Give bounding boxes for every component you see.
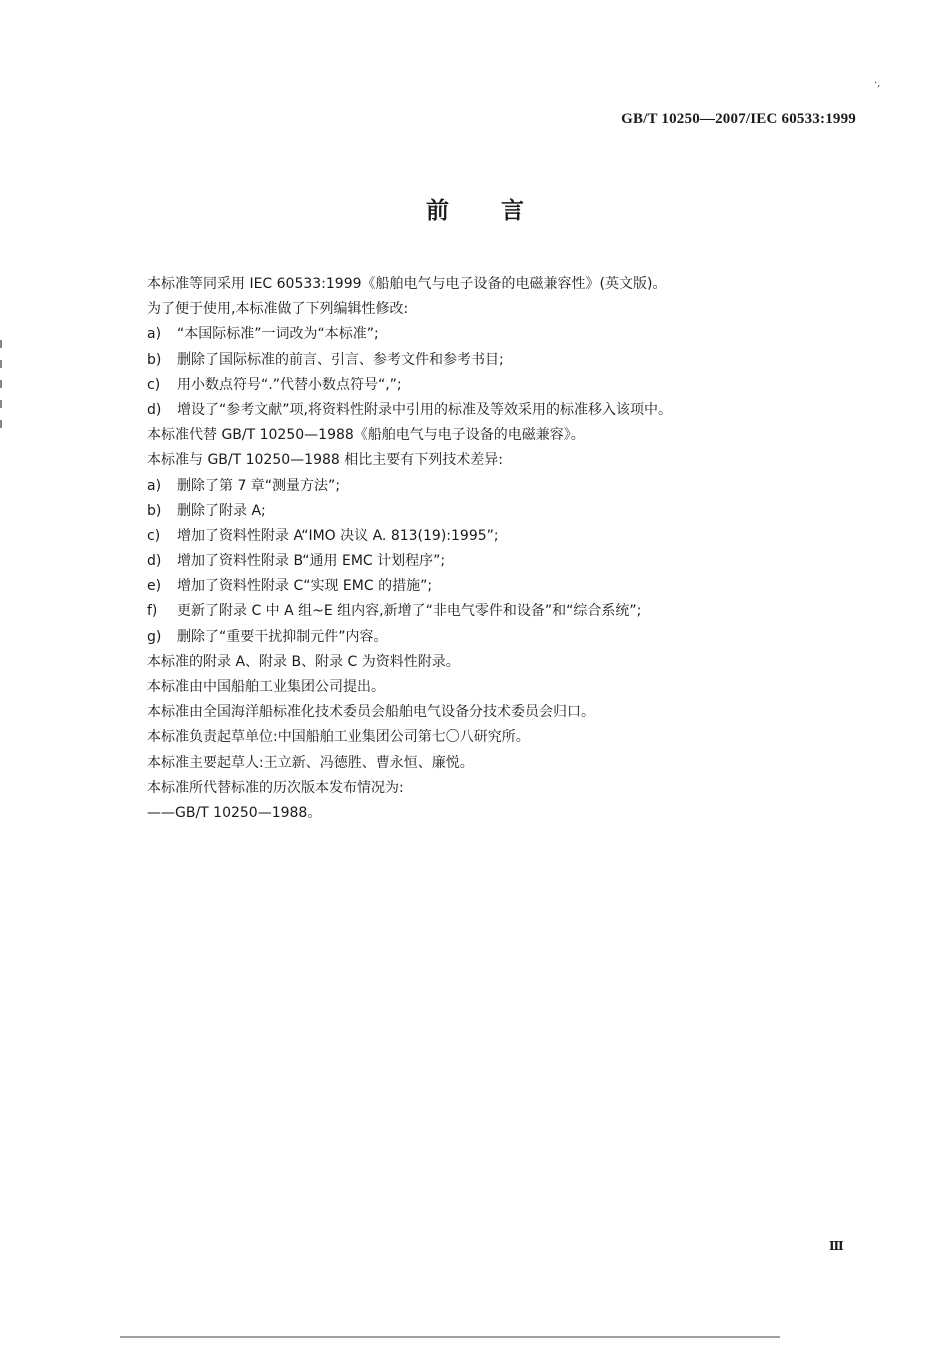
list-item xyxy=(147,499,867,524)
list-item-label: b) xyxy=(147,351,162,368)
list-item-label: c) xyxy=(147,376,161,393)
paragraph-text: 本标准所代替标准的历次版本发布情况为: xyxy=(147,779,404,796)
foreword-body xyxy=(147,272,867,826)
paragraph-text: 本标准等同采用 IEC 60533:1999《船舶电气与电子设备的电磁兼容性》(英文版)。 xyxy=(147,276,667,292)
paragraph-text: 本标准代替 GB/T 10250—1988《船舶电气与电子设备的电磁兼容》。 xyxy=(147,427,585,444)
paragraph-text: 本标准由中国船舶工业集团公司提出。 xyxy=(147,679,385,695)
paragraph-text: 删除了第 7 章“测量方法”; xyxy=(177,477,341,494)
paragraph-text: 本标准的附录 A、附录 B、附录 C 为资料性附录。 xyxy=(147,653,460,670)
list-item-label: c) xyxy=(147,527,161,544)
standard-code-header: GB/T 10250—2007/IEC 60533:1999 xyxy=(621,111,856,127)
paragraph-text: 增加了资料性附录 A“IMO 决议 A. 813(19):1995”; xyxy=(177,527,499,544)
paragraph xyxy=(147,650,867,675)
list-item-label: e) xyxy=(147,578,162,595)
list-item-label: g) xyxy=(147,628,162,645)
list-item xyxy=(147,599,867,624)
paragraph xyxy=(147,801,867,826)
paragraph-text: 为了便于使用,本标准做了下列编辑性修改: xyxy=(147,301,409,318)
list-item-label: f) xyxy=(147,603,158,620)
list-item xyxy=(147,398,867,423)
paragraph-text: 删除了“重要干扰抑制元件”内容。 xyxy=(177,628,388,645)
paragraph-text: 本标准由全国海洋船标准化技术委员会船舶电气设备分技术委员会归口。 xyxy=(147,704,595,721)
paragraph-text: ——GB/T 10250—1988。 xyxy=(147,804,322,821)
page-number: Ⅲ xyxy=(829,1239,844,1253)
paragraph xyxy=(147,725,867,750)
list-item-label: d) xyxy=(147,401,162,418)
paragraph-text: 更新了附录 C 中 A 组~E 组内容,新增了“非电气零件和设备”和“综合系统”; xyxy=(177,603,642,620)
list-item xyxy=(147,322,867,347)
paragraph xyxy=(147,272,867,297)
paragraph xyxy=(147,700,867,725)
paragraph-text: 增加了资料性附录 C“实现 EMC 的措施”; xyxy=(177,578,433,595)
paragraph-text: 本标准与 GB/T 10250—1988 相比主要有下列技术差异: xyxy=(147,452,503,469)
binding-edge-marks xyxy=(0,340,3,450)
paragraph xyxy=(147,776,867,801)
page-title: 前言 xyxy=(426,198,576,224)
list-item-label: a) xyxy=(147,326,162,343)
paragraph xyxy=(147,751,867,776)
paragraph-text: 增设了“参考文献”项,将资料性附录中引用的标准及等效采用的标准移入该项中。 xyxy=(177,401,672,418)
paragraph-text: 增加了资料性附录 B“通用 EMC 计划程序”; xyxy=(177,553,446,570)
list-item xyxy=(147,574,867,599)
list-item-label: d) xyxy=(147,553,162,570)
list-item xyxy=(147,474,867,499)
paragraph-text: 本标准负责起草单位:中国船舶工业集团公司第七〇八研究所。 xyxy=(147,729,530,746)
list-item-label: b) xyxy=(147,502,162,519)
list-item xyxy=(147,524,867,549)
list-item xyxy=(147,549,867,574)
paragraph-text: “本国际标准”一词改为“本标准”; xyxy=(177,326,379,343)
paragraph xyxy=(147,675,867,700)
list-item xyxy=(147,373,867,398)
scan-bottom-edge xyxy=(120,1336,780,1338)
paragraph xyxy=(147,423,867,448)
paragraph-text: 用小数点符号“.”代替小数点符号“,”; xyxy=(177,376,402,393)
list-item-label: a) xyxy=(147,477,162,494)
paragraph-text: 删除了国际标准的前言、引言、参考文件和参考书目; xyxy=(177,351,504,368)
list-item xyxy=(147,625,867,650)
paragraph-text: 本标准主要起草人:王立新、冯德胜、曹永恒、廉悦。 xyxy=(147,754,474,771)
paragraph-text: 删除了附录 A; xyxy=(177,502,266,519)
scan-artifact: ·, xyxy=(874,78,881,89)
paragraph xyxy=(147,297,867,322)
list-item xyxy=(147,348,867,373)
paragraph xyxy=(147,448,867,473)
